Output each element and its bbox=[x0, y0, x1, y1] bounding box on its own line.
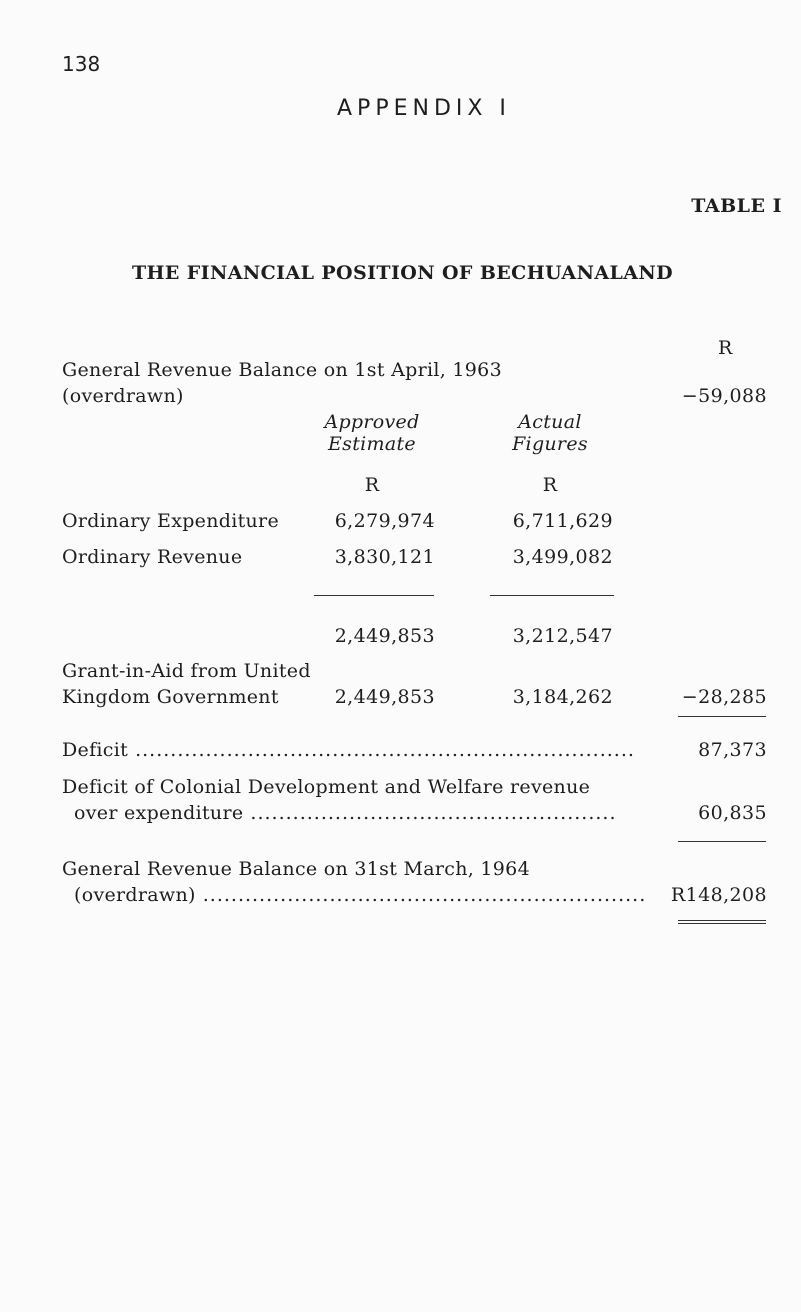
column-header-approved-line1: Approved bbox=[324, 411, 420, 433]
table-label: TABLE I bbox=[691, 195, 782, 217]
grant-difference: −28,285 bbox=[681, 686, 767, 708]
grant-label-line2: Kingdom Government bbox=[62, 686, 279, 708]
column-header-actual bbox=[490, 411, 610, 455]
column-header-approved bbox=[312, 411, 432, 455]
row-label-ordinary-expenditure: Ordinary Expenditure bbox=[62, 510, 279, 532]
grant-actual: 3,184,262 bbox=[512, 686, 613, 708]
subtotal-actual: 3,212,547 bbox=[512, 625, 613, 647]
cdw-deficit-line2 bbox=[74, 802, 617, 824]
deficit-label bbox=[62, 739, 635, 761]
column-header-approved-line2: Estimate bbox=[328, 433, 416, 455]
opening-balance-value: −59,088 bbox=[681, 385, 767, 407]
deficit-value: 87,373 bbox=[698, 739, 767, 761]
grant-label-line1: Grant-in-Aid from United bbox=[62, 660, 311, 682]
cdw-deficit-line2-text: over expenditure bbox=[74, 802, 244, 824]
column-unit-approved: R bbox=[364, 474, 380, 496]
closing-balance-value: R148,208 bbox=[670, 884, 767, 906]
closing-rule bbox=[678, 841, 766, 842]
grant-approved: 2,449,853 bbox=[334, 686, 435, 708]
opening-balance-line1: General Revenue Balance on 1st April, 1963 bbox=[62, 359, 502, 381]
cdw-deficit-line1: Deficit of Colonial Development and Welfare revenue bbox=[62, 776, 591, 798]
page-number: 138 bbox=[62, 52, 101, 76]
row-value-approved: 3,830,121 bbox=[334, 546, 435, 568]
row-value-actual: 3,499,082 bbox=[512, 546, 613, 568]
deficit-label-text: Deficit bbox=[62, 739, 129, 761]
row-label-ordinary-revenue: Ordinary Revenue bbox=[62, 546, 243, 568]
leader-dots: .................................................... bbox=[243, 802, 617, 824]
leader-dots: ............................................................... bbox=[195, 884, 647, 906]
leader-dots: ....................................................................... bbox=[128, 739, 635, 761]
subtotal-approved: 2,449,853 bbox=[334, 625, 435, 647]
currency-top: R bbox=[718, 337, 733, 359]
closing-balance-line1: General Revenue Balance on 31st March, 1964 bbox=[62, 858, 530, 880]
column-unit-actual: R bbox=[542, 474, 558, 496]
opening-balance-line2: (overdrawn) bbox=[62, 385, 184, 407]
appendix-title: APPENDIX I bbox=[337, 96, 511, 121]
closing-balance-line2-text: (overdrawn) bbox=[74, 884, 196, 906]
cdw-deficit-value: 60,835 bbox=[698, 802, 767, 824]
closing-balance-line2 bbox=[74, 884, 646, 906]
main-title: THE FINANCIAL POSITION OF BECHUANALAND bbox=[132, 262, 674, 284]
column-header-actual-line2: Figures bbox=[512, 433, 588, 455]
double-rule-bottom bbox=[678, 923, 766, 924]
row-value-approved: 6,279,974 bbox=[334, 510, 435, 532]
difference-rule bbox=[678, 716, 766, 717]
column-header-actual-line1: Actual bbox=[518, 411, 582, 433]
row-value-actual: 6,711,629 bbox=[512, 510, 613, 532]
double-rule-top bbox=[678, 920, 766, 921]
subtotal-rule-actual bbox=[490, 595, 614, 596]
subtotal-rule-approved bbox=[314, 595, 434, 596]
